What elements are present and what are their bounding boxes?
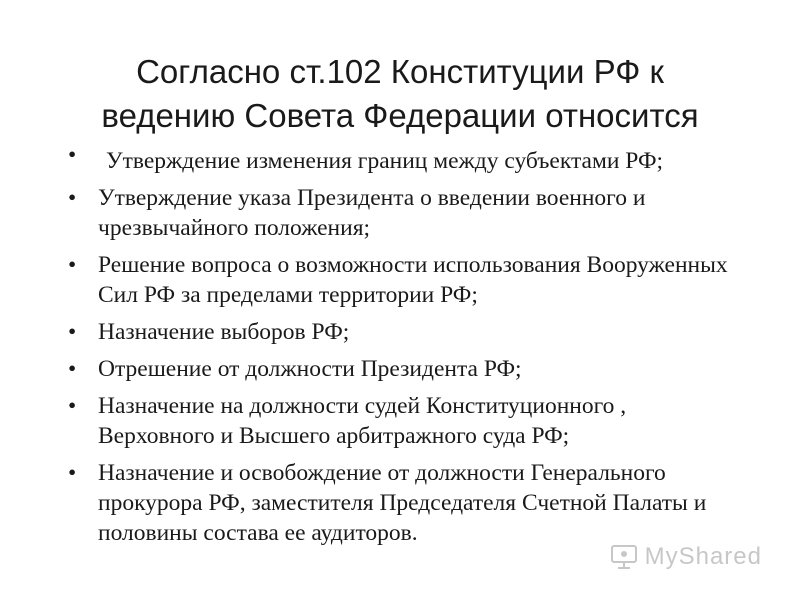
watermark [609,542,762,572]
bullet-icon: • [68,185,77,211]
list-item [62,354,742,384]
bullet-icon: • [68,142,77,168]
bullet-icon: • [68,393,77,419]
myshared-logo-icon [609,542,639,572]
list-item-text: Утверждение изменения границ между субъектами РФ; [106,148,664,174]
title-line-1: Согласно ст.102 Конституции РФ к [136,53,664,90]
list-item-text: Назначение на должности судей Конституционного , Верховного и Высшего арбитражного суда РФ; [98,393,627,449]
watermark-text: MyShared [644,543,762,570]
bullet-icon: • [68,460,77,486]
list-item [62,183,742,243]
list-item-text: Назначение и освобождение от должности Генерального прокурора РФ, заместителя Председателя Счетной Палаты и половины состава ее аудиторов. [98,460,707,546]
list-item-text: Отрешение от должности Президента РФ; [98,356,522,382]
bullet-icon: • [68,356,77,382]
list-item-text: Решение вопроса о возможности использования Вооруженных Сил РФ за пределами территории РФ; [98,252,728,308]
bullet-icon: • [68,252,77,278]
list-item [62,317,742,347]
list-item [62,142,742,176]
list-item-text: Утверждение указа Президента о введении военного и чрезвычайного положения; [98,185,646,241]
list-item-text: Назначение выборов РФ; [98,319,350,345]
slide-title [40,50,760,138]
list-item [62,458,742,548]
title-line-2: ведению Совета Федерации относится [101,97,699,134]
list-item [62,250,742,310]
bullet-icon: • [68,319,77,345]
list-item [62,391,742,451]
bullet-list [62,142,742,555]
